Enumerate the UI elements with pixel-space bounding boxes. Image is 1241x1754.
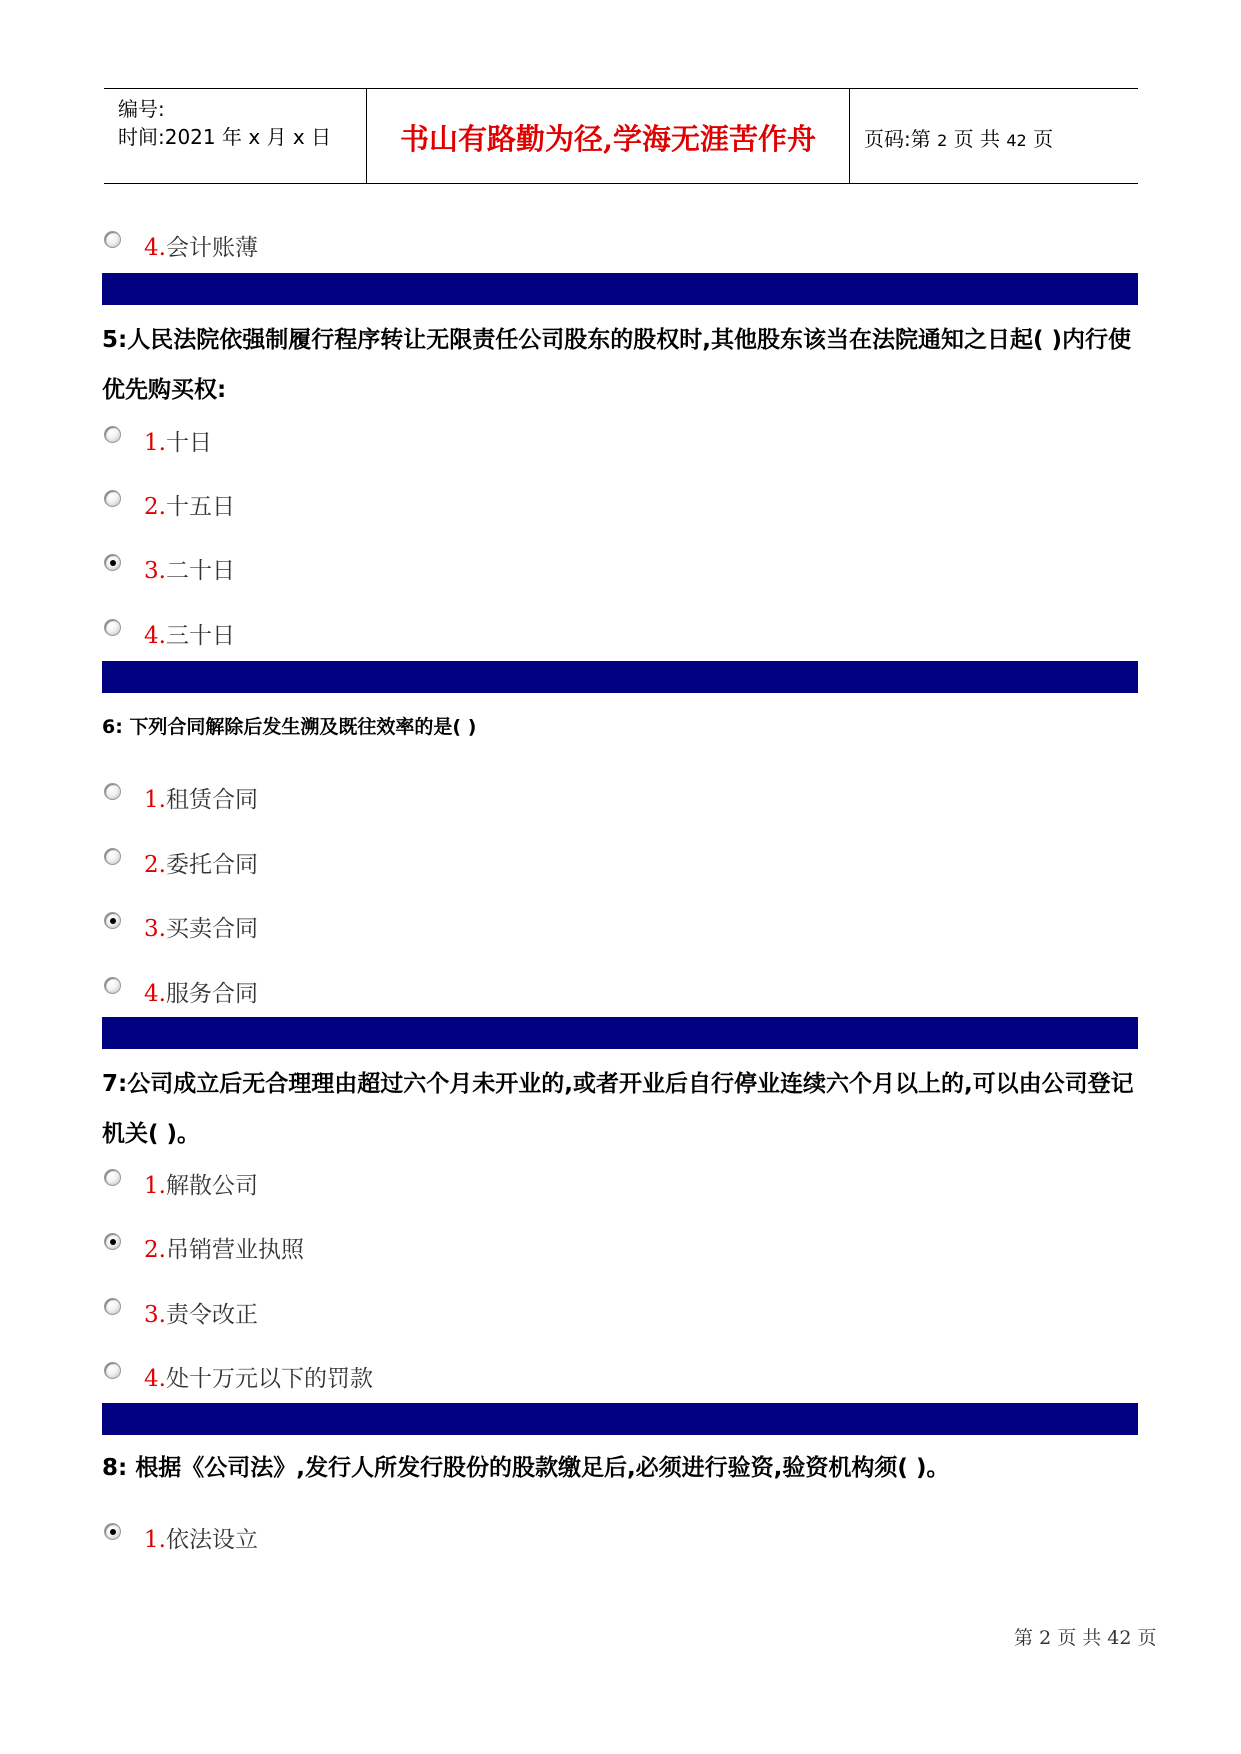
pager-prefix: 页码:第 [864,127,931,151]
question-5-text: 5:人民法院依强制履行程序转让无限责任公司股东的股权时,其他股东该当在法院通知之日起( )内行使优先购买权: [102,327,1131,403]
question-7-text: 7:公司成立后无合理理由超过六个月未开业的,或者开业后自行停业连续六个月以上的,可以由公司登记机关( )。 [102,1071,1134,1147]
page-footer [1014,1623,1157,1650]
date-line: 时间:2021 年 x 月 x 日 [118,125,332,149]
question-6-text: 6: 下列合同解除后发生溯及既往效率的是( ) [102,716,477,738]
page-header [104,88,1138,184]
separator-bar [102,273,1138,305]
option-label: 3.买卖合同 [144,916,258,942]
footer-middle: 页 共 [1057,1627,1102,1649]
footer-page: 2 [1039,1627,1052,1649]
radio-button[interactable] [104,490,121,507]
radio-button-selected[interactable] [104,912,121,929]
footer-prefix: 第 [1014,1627,1034,1649]
option-label: 4.会计账薄 [144,235,258,261]
radio-button[interactable] [104,426,121,443]
motto: 书山有路勤为径,学海无涯苦作舟 [399,122,817,156]
option-label: 1.十日 [144,430,212,456]
radio-button[interactable] [104,783,121,800]
radio-button[interactable] [104,1362,121,1379]
radio-button-selected[interactable] [104,554,121,571]
footer-total: 42 [1107,1627,1132,1649]
option-label: 3.责令改正 [144,1302,258,1328]
option-label: 2.吊销营业执照 [144,1237,304,1263]
header-info-cell [104,89,366,183]
radio-button[interactable] [104,977,121,994]
separator-bar [102,661,1138,693]
radio-button[interactable] [104,1169,121,1186]
option-label: 1.解散公司 [144,1173,258,1199]
footer-suffix: 页 [1137,1627,1157,1649]
radio-button-selected[interactable] [104,1523,121,1540]
pager-total: 42 [1006,131,1027,150]
radio-button[interactable] [104,619,121,636]
radio-button[interactable] [104,848,121,865]
pager-page: 2 [937,131,948,150]
radio-button[interactable] [104,231,121,248]
option-label: 3.二十日 [144,558,235,584]
radio-button-selected[interactable] [104,1233,121,1250]
header-pager-cell [850,89,1138,183]
pager-middle: 页 共 [953,127,1001,151]
header-pager [864,123,1053,152]
serial-label: 编号: [118,97,165,121]
option-label: 2.十五日 [144,494,235,520]
separator-bar [102,1403,1138,1435]
separator-bar [102,1017,1138,1049]
option-label: 1.依法设立 [144,1527,258,1553]
pager-suffix: 页 [1033,127,1054,151]
header-motto-cell [366,89,850,183]
option-label: 1.租赁合同 [144,787,258,813]
option-label: 4.三十日 [144,623,235,649]
option-label: 4.处十万元以下的罚款 [144,1366,373,1392]
option-label: 4.服务合同 [144,981,258,1007]
question-8-text: 8: 根据《公司法》,发行人所发行股份的股款缴足后,必须进行验资,验资机构须( )。 [102,1455,950,1481]
radio-button[interactable] [104,1298,121,1315]
option-label: 2.委托合同 [144,852,258,878]
